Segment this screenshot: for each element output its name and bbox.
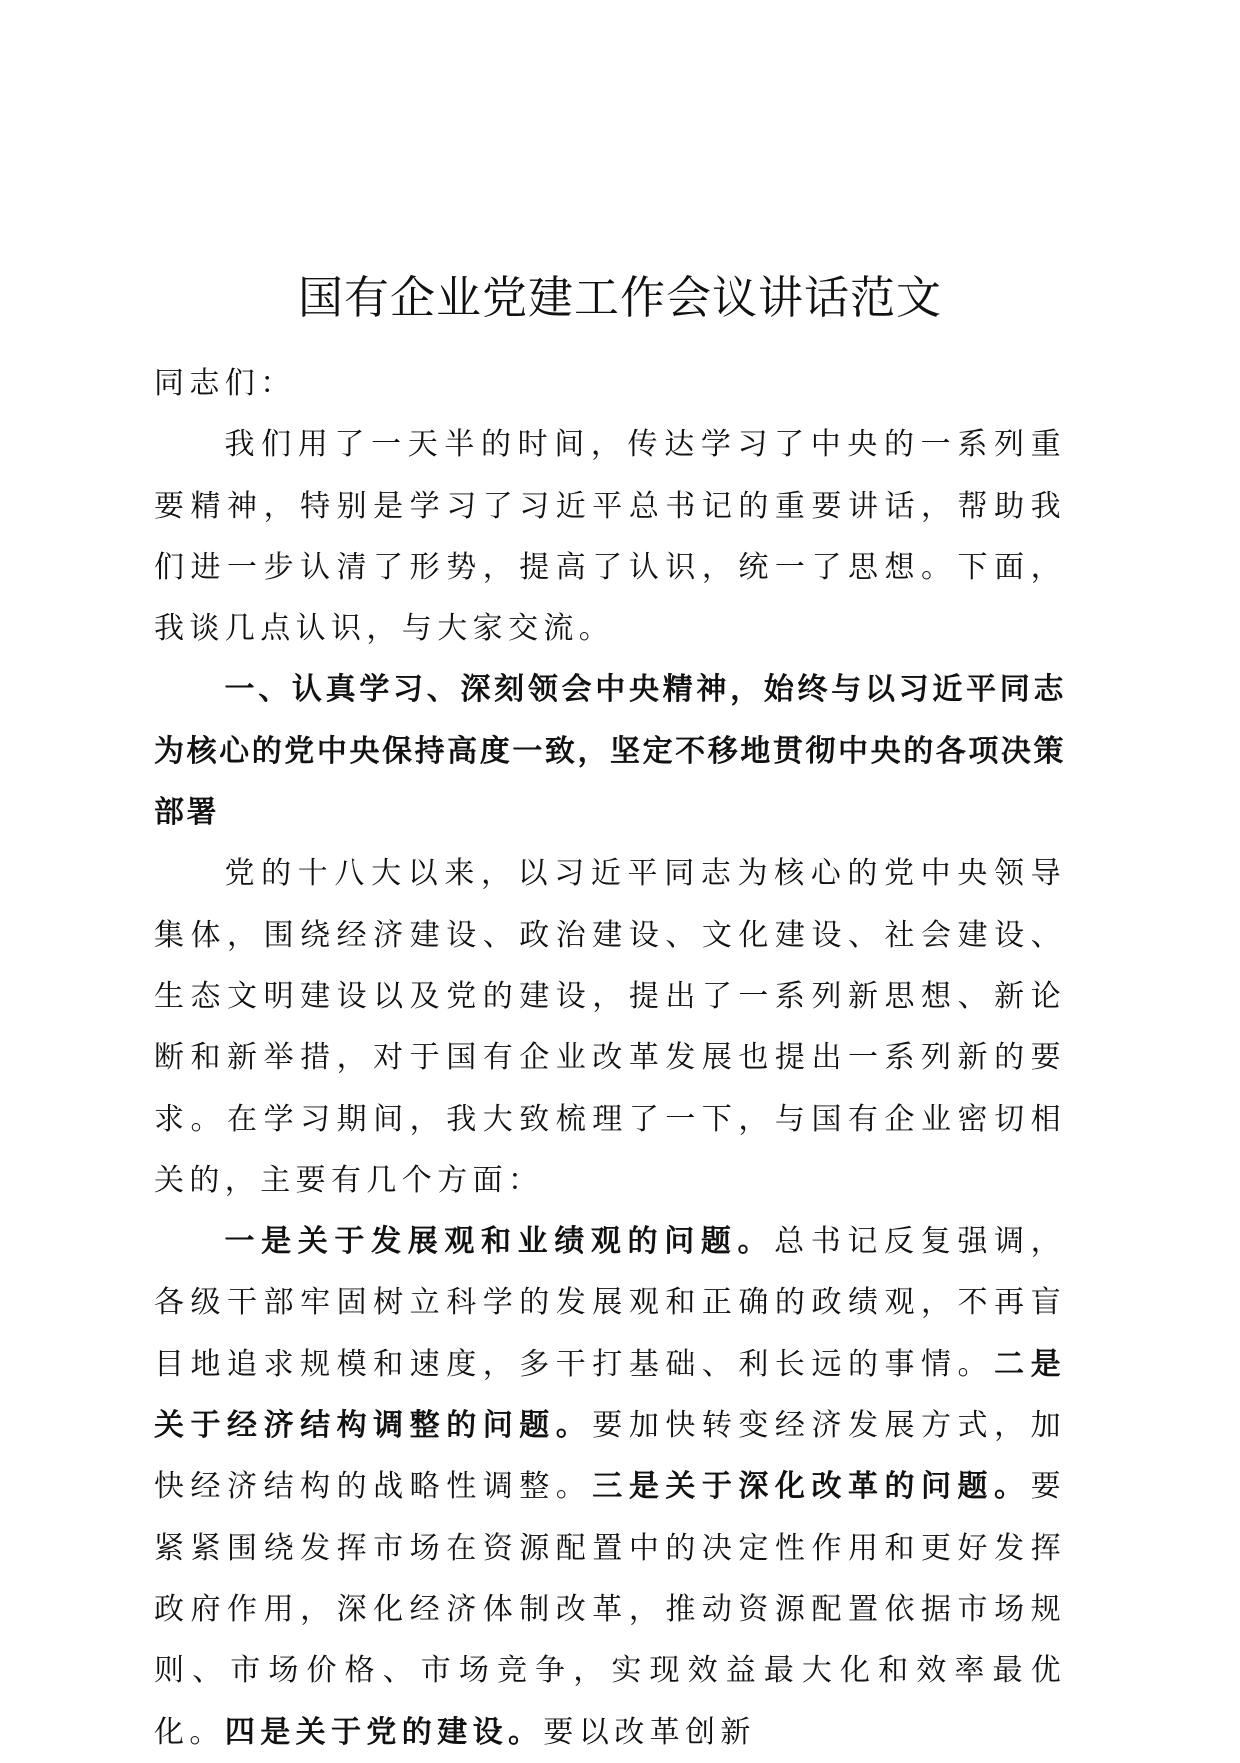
document-body (154, 353, 1066, 1763)
document-title: 国有企业党建工作会议讲话范文 (297, 271, 942, 324)
point-2-text: 要加快转变经济发展方式，加快经济结构的战略性调整。 (154, 1408, 1066, 1505)
intro-paragraph: 我们用了一天半的时间，传达学习了中央的一系列重要精神，特别是学习了习近平总书记的重要讲话，帮助我们进一步认清了形势，提高了认识，统一了思想。下面，我谈几点认识，与大家交流。 (154, 427, 1066, 647)
salutation: 同志们： (154, 366, 296, 401)
point-1-heading: 一是关于发展观和业绩观的问题。 (224, 1224, 775, 1260)
section-1-paragraph: 党的十八大以来，以习近平同志为核心的党中央领导集体，围绕经济建设、政治建设、文化建设、社会建设、生态文明建设以及党的建设，提出了一系列新思想、新论断和新举措，对于国有企业改革发展也提出一系列新的要求。在学习期间，我大致梳理了一下，与国有企业密切相关的，主要有几个方面： (154, 856, 1066, 1198)
point-3-heading: 三是关于深化改革的问题。 (592, 1469, 1031, 1505)
point-2-heading: 二是关于经济结构调整的问题。 (154, 1346, 1066, 1444)
point-1-text: 总书记反复强调，各级干部牢固树立科学的发展观和正确的政绩观，不再盲目地追求规模和速度，多干打基础、利长远的事情。 (154, 1224, 1067, 1382)
point-4-heading: 四是关于党的建设。 (224, 1714, 544, 1750)
section-heading-1: 一、认真学习、深刻领会中央精神，始终与以习近平同志为核心的党中央保持高度一致，坚定不移地贯彻中央的各项决策部署 (154, 672, 1066, 831)
key-points-paragraph (154, 1211, 1066, 1763)
point-4-text: 要以改革创新 (543, 1714, 756, 1750)
point-3-text: 要紧紧围绕发挥市场在资源配置中的决定性作用和更好发挥政府作用，深化经济体制改革，推动资源配置依据市场规则、市场价格、市场竞争，实现效益最大化和效率最优化。 (154, 1469, 1066, 1750)
